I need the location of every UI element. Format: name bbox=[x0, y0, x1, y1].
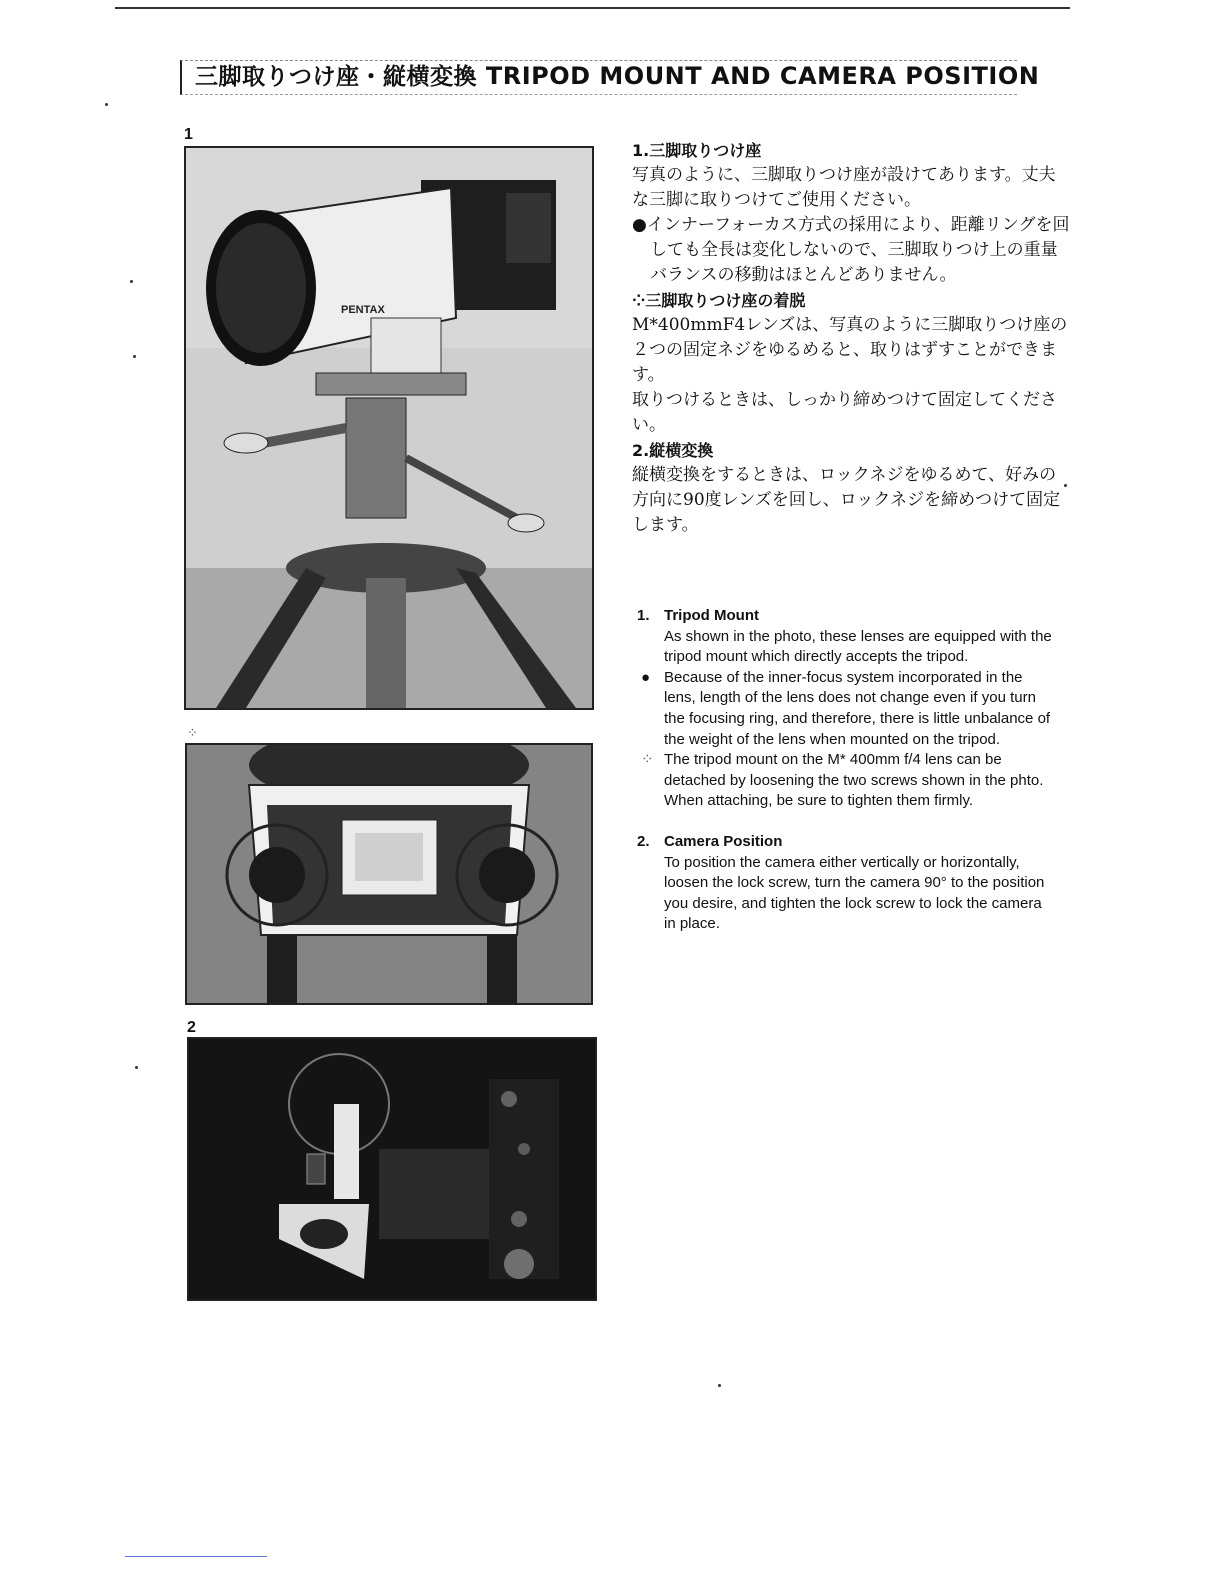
jp-s1-para2: M*400mmF4レンズは、写真のように三脚取りつけ座の２つの固定ネジをゆるめると、取りはずすことができます。 bbox=[632, 315, 1068, 385]
jp-s1-bullet bbox=[632, 213, 1072, 288]
scan-speck bbox=[135, 1066, 138, 1069]
footer-rule bbox=[125, 1556, 267, 1557]
page-title-en: TRIPOD MOUNT AND CAMERA POSITION bbox=[485, 62, 1040, 90]
en-bullet-1 bbox=[641, 668, 1057, 750]
pentax-logo: PENTAX bbox=[341, 304, 385, 316]
page-title-jp: 三脚取りつけ座・縦横変換 bbox=[195, 64, 477, 90]
page-title bbox=[195, 58, 1039, 91]
en-s2-number: 2. bbox=[637, 832, 650, 850]
figure-1-photo bbox=[184, 146, 594, 710]
en-section-1 bbox=[637, 606, 1057, 668]
en-s1-heading: Tripod Mount bbox=[664, 607, 759, 624]
en-bullet-2-text: The tripod mount on the M* 400mm f/4 lens can be detached by loosening the two screws shown in the phto. When attaching, be sure to tighten them firmly. bbox=[664, 751, 1044, 810]
en-s2-para1: To position the camera either vertically or horizontally, loosen the lock screw, turn the camera 90° to the position you desire, and tighten the lock screw to lock the camera in place. bbox=[664, 853, 1045, 933]
scan-speck bbox=[105, 103, 108, 106]
scan-speck bbox=[718, 1384, 721, 1387]
jp-s2-heading: 2.縦横変換 bbox=[632, 441, 714, 460]
jp-bullet-mark: ● bbox=[632, 215, 647, 235]
scan-speck bbox=[130, 280, 133, 283]
figure-2-photo bbox=[187, 1037, 597, 1301]
top-rule bbox=[115, 7, 1070, 9]
en-s2-heading: Camera Position bbox=[664, 832, 783, 850]
jp-s1-para3: 取りつけるときは、しっかり締めつけて固定してください。 bbox=[632, 390, 1057, 435]
en-s1-para1: As shown in the photo, these lenses are equipped with the tripod mount which directly accepts the tripod. bbox=[664, 627, 1052, 666]
jp-s1-subheading: ⁘三脚取りつけ座の着脱 bbox=[632, 291, 806, 310]
japanese-text bbox=[632, 138, 1072, 538]
jp-s2-para1: 縦横変換をするときは、ロックネジをゆるめて、好みの方向に90度レンズを回し、ロックネジを締めつけて固定します。 bbox=[632, 465, 1061, 535]
en-bullet-2 bbox=[641, 750, 1057, 812]
jp-bullet-text: インナーフォーカス方式の採用により、距離リングを回しても全長は変化しないので、三脚取りつけ上の重量バランスの移動はほとんどありません。 bbox=[646, 215, 1070, 285]
lens-on-tripod-illustration bbox=[186, 148, 592, 708]
english-text bbox=[637, 606, 1057, 935]
scan-speck bbox=[133, 355, 136, 358]
jp-s1-para1: 写真のように、三脚取りつけ座が設けてあります。丈夫な三脚に取りつけてご使用ください。 bbox=[632, 165, 1056, 210]
jp-s1-heading: 1.三脚取りつけ座 bbox=[632, 141, 762, 160]
tripod-mount-detail-illustration bbox=[187, 745, 591, 1003]
scan-speck bbox=[1064, 484, 1067, 487]
detail-photo-mark: ⁘ bbox=[187, 726, 198, 741]
en-bullet-1-text: Because of the inner-focus system incorporated in the lens, length of the lens does not change even if you turn the focusing ring, and therefore, there is little unbalance of the weight of the lens when mounted on the tripod. bbox=[664, 668, 1051, 748]
figure-1-label: 1 bbox=[184, 126, 193, 143]
figure-2-label: 2 bbox=[187, 1019, 196, 1036]
en-section-2 bbox=[637, 832, 1057, 935]
en-s1-number: 1. bbox=[637, 607, 650, 624]
camera-position-illustration bbox=[189, 1039, 595, 1299]
dotted-mark-icon: ⁘ bbox=[641, 751, 654, 769]
detail-photo bbox=[185, 743, 593, 1005]
bullet-dot-icon: ● bbox=[641, 668, 651, 686]
